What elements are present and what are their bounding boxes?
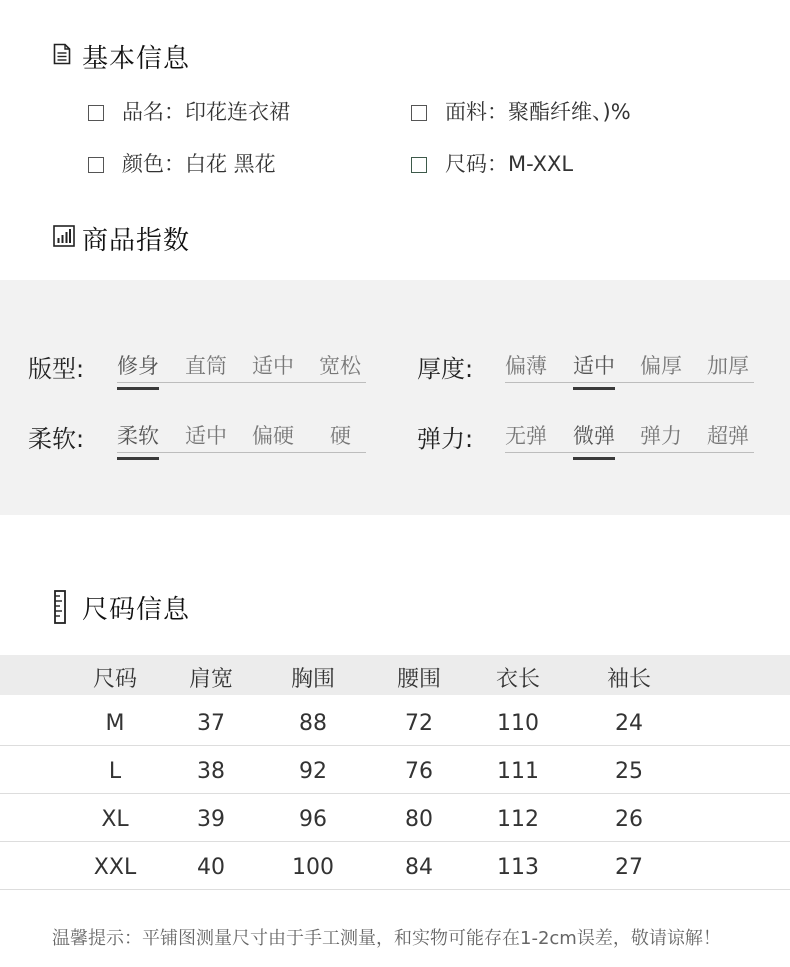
checkbox-icon bbox=[411, 105, 427, 121]
size-table-cell: 84 bbox=[405, 855, 433, 880]
index-option-selected: 修身 bbox=[117, 350, 159, 380]
index-option: 无弹 bbox=[505, 424, 547, 448]
size-table-cell: 111 bbox=[497, 759, 539, 784]
info-item-label: 颜色：白花 黑花 bbox=[122, 152, 276, 176]
info-item-color bbox=[88, 148, 276, 178]
checkbox-icon bbox=[88, 105, 104, 121]
index-option: 偏厚 bbox=[640, 354, 682, 378]
index-scale-fit bbox=[117, 350, 366, 383]
row-divider bbox=[0, 745, 790, 746]
index-option-selected: 适中 bbox=[573, 350, 615, 380]
size-table-cell: 113 bbox=[497, 855, 539, 880]
index-option-selected: 柔软 bbox=[117, 420, 159, 450]
size-table-cell: 110 bbox=[497, 711, 539, 736]
index-option: 直筒 bbox=[185, 354, 227, 378]
checkbox-icon bbox=[411, 157, 427, 173]
size-table-cell: M bbox=[105, 711, 125, 736]
size-table-cell: 88 bbox=[299, 711, 327, 736]
info-item-fabric bbox=[411, 96, 631, 126]
index-label-thickness: 厚度: bbox=[417, 355, 474, 383]
size-table-cell: 26 bbox=[615, 807, 643, 832]
index-option: 偏薄 bbox=[505, 354, 547, 378]
size-table-cell: 39 bbox=[197, 807, 225, 832]
info-item-label: 尺码：M-XXL bbox=[445, 152, 574, 176]
row-divider bbox=[0, 841, 790, 842]
size-table-cell: 24 bbox=[615, 711, 643, 736]
index-option-selected: 微弹 bbox=[573, 420, 615, 450]
size-table-cell: 37 bbox=[197, 711, 225, 736]
index-option: 偏硬 bbox=[252, 424, 294, 448]
bar-chart-icon bbox=[53, 225, 75, 251]
size-table-header-cell: 胸围 bbox=[290, 667, 336, 692]
info-item-size bbox=[411, 148, 573, 178]
info-item-name bbox=[88, 96, 290, 126]
basic-info-title: 基本信息 bbox=[82, 44, 191, 74]
index-scale-softness bbox=[117, 420, 366, 453]
size-table-cell: 112 bbox=[497, 807, 539, 832]
index-label-softness: 柔软: bbox=[28, 425, 85, 453]
index-label-fit: 版型: bbox=[28, 355, 85, 383]
size-table-cell: 80 bbox=[405, 807, 433, 832]
checkbox-icon bbox=[88, 157, 104, 173]
size-table-header-cell: 袖长 bbox=[606, 667, 652, 692]
index-option: 硬 bbox=[330, 424, 351, 448]
size-table-cell: 27 bbox=[615, 855, 643, 880]
index-scale-elasticity bbox=[505, 420, 754, 453]
size-table-cell: 72 bbox=[405, 711, 433, 736]
size-table-cell: 38 bbox=[197, 759, 225, 784]
index-option: 弹力 bbox=[640, 424, 682, 448]
ruler-icon bbox=[54, 590, 66, 628]
size-table-cell: 92 bbox=[299, 759, 327, 784]
product-index-title: 商品指数 bbox=[82, 226, 191, 256]
size-table-cell: XXL bbox=[93, 855, 137, 880]
row-divider bbox=[0, 793, 790, 794]
index-option: 超弹 bbox=[707, 424, 749, 448]
size-table-cell: 96 bbox=[299, 807, 327, 832]
info-item-label: 品名：印花连衣裙 bbox=[122, 100, 290, 124]
size-table-cell: 76 bbox=[405, 759, 433, 784]
index-option: 宽松 bbox=[319, 354, 361, 378]
index-label-elasticity: 弹力: bbox=[417, 425, 474, 453]
product-index-panel bbox=[0, 280, 790, 515]
size-table-cell: 100 bbox=[292, 855, 334, 880]
size-table-header-cell: 衣长 bbox=[495, 667, 541, 692]
row-divider bbox=[0, 889, 790, 890]
size-table-header-cell: 腰围 bbox=[396, 667, 442, 692]
size-table-cell: 25 bbox=[615, 759, 643, 784]
measurement-note: 温馨提示：平铺图测量尺寸由于手工测量，和实物可能存在1-2cm误差，敬请谅解！ bbox=[52, 928, 721, 949]
index-option: 加厚 bbox=[707, 354, 749, 378]
index-option: 适中 bbox=[252, 354, 294, 378]
size-info-title: 尺码信息 bbox=[82, 595, 191, 625]
index-option: 适中 bbox=[185, 424, 227, 448]
size-table-header-cell: 尺码 bbox=[92, 667, 138, 692]
size-table-header-cell: 肩宽 bbox=[188, 667, 234, 692]
info-item-label: 面料：聚酯纤维、)% bbox=[445, 100, 631, 124]
size-table-cell: XL bbox=[101, 807, 129, 832]
index-scale-thickness bbox=[505, 350, 754, 383]
document-icon bbox=[53, 43, 71, 69]
size-table-cell: L bbox=[108, 759, 122, 784]
size-table-cell: 40 bbox=[197, 855, 225, 880]
